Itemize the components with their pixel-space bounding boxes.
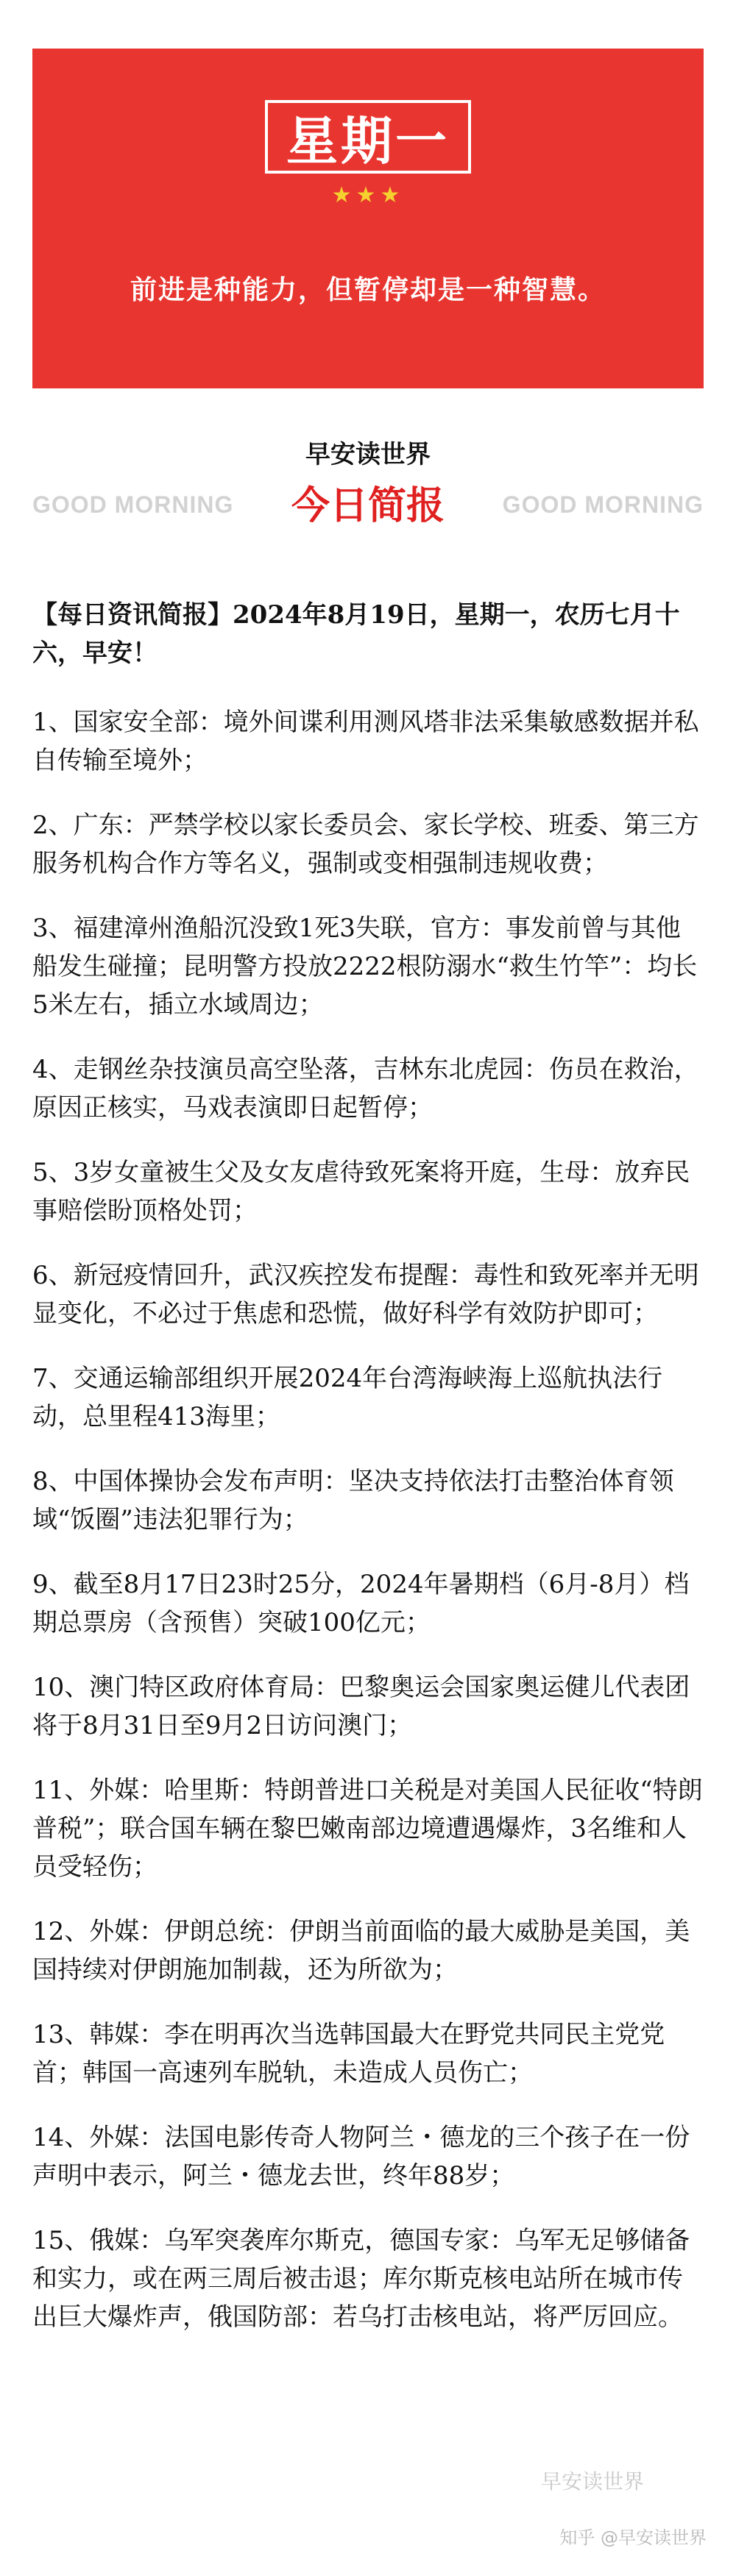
news-content — [32, 596, 704, 2363]
news-item: 1、国家安全部：境外间谍利用测风塔非法采集敏感数据并私自传输至境外； — [32, 708, 699, 775]
weekday-box: 星期一 — [265, 100, 471, 174]
news-item: 12、外媒：伊朗总统：伊朗当前面临的最大威胁是美国，美国持续对伊朗施加制裁，还为所欲为； — [32, 1917, 690, 1985]
footer-credit: 知乎 @早安读世界 — [559, 2527, 707, 2548]
news-item: 13、韩媒：李在明再次当选韩国最大在野党共同民主党党首；韩国一高速列车脱轨，未造成人员伤亡； — [32, 2020, 665, 2088]
watermark: 早安读世界 — [541, 2469, 645, 2494]
page-title: 今日简报 — [291, 484, 445, 528]
news-item: 9、截至8月17日23时25分，2024年暑期档（6月-8月）档期总票房（含预售）突破100亿元； — [32, 1570, 690, 1637]
news-item: 5、3岁女童被生父及女友虐待致死案将开庭，生母：放弃民事赔偿盼顶格处罚； — [32, 1158, 690, 1225]
news-item: 11、外媒：哈里斯：特朗普进口关税是对美国人民征收“特朗普税”；联合国车辆在黎巴嫩南部边境遭遇爆炸，3名维和人员受轻伤； — [32, 1776, 703, 1882]
star-icons: ★★★ — [331, 182, 405, 208]
news-item: 6、新冠疫情回升，武汉疾控发布提醒：毒性和致死率并无明显变化，不必过于焦虑和恐慌，做好科学有效防护即可； — [32, 1261, 699, 1328]
news-item: 2、广东：严禁学校以家长委员会、家长学校、班委、第三方服务机构合作方等名义，强制或变相强制违规收费； — [32, 811, 699, 878]
good-morning-right: GOOD MORNING — [502, 491, 704, 518]
news-item: 4、走钢丝杂技演员高空坠落，吉林东北虎园：伤员在救治，原因正核实，马戏表演即日起暂停； — [32, 1055, 699, 1122]
news-item: 8、中国体操协会发布声明：坚决支持依法打击整治体育领域“饭圈”违法犯罪行为； — [32, 1467, 674, 1534]
news-item: 15、俄媒：乌军突袭库尔斯克，德国专家：乌军无足够储备和实力，或在两三周后被击退；库尔斯克核电站所在城市传出巨大爆炸声，俄国防部：若乌打击核电站，将严厉回应。 — [32, 2226, 690, 2332]
brand-name: 早安读世界 — [305, 440, 431, 469]
news-item: 10、澳门特区政府体育局：巴黎奥运会国家奥运健儿代表团将于8月31日至9月2日访问澳门； — [32, 1673, 690, 1740]
news-item: 7、交通运输部组织开展2024年台湾海峡海上巡航执法行动，总里程413海里； — [32, 1364, 663, 1431]
slogan: 前进是种能力，但暂停却是一种智慧。 — [130, 275, 606, 305]
news-item: 3、福建漳州渔船沉没致1死3失联，官方：事发前曾与其他船发生碰撞；昆明警方投放2222根防溺水“救生竹竿”：均长5米左右，插立水域周边； — [32, 914, 698, 1020]
intro-line: 【每日资讯简报】2024年8月19日，星期一，农历七月十六，早安！ — [32, 600, 680, 668]
header-banner — [32, 49, 704, 388]
news-item: 14、外媒：法国电影传奇人物阿兰・德龙的三个孩子在一份声明中表示，阿兰・德龙去世，终年88岁； — [32, 2123, 690, 2191]
good-morning-left: GOOD MORNING — [32, 491, 234, 518]
